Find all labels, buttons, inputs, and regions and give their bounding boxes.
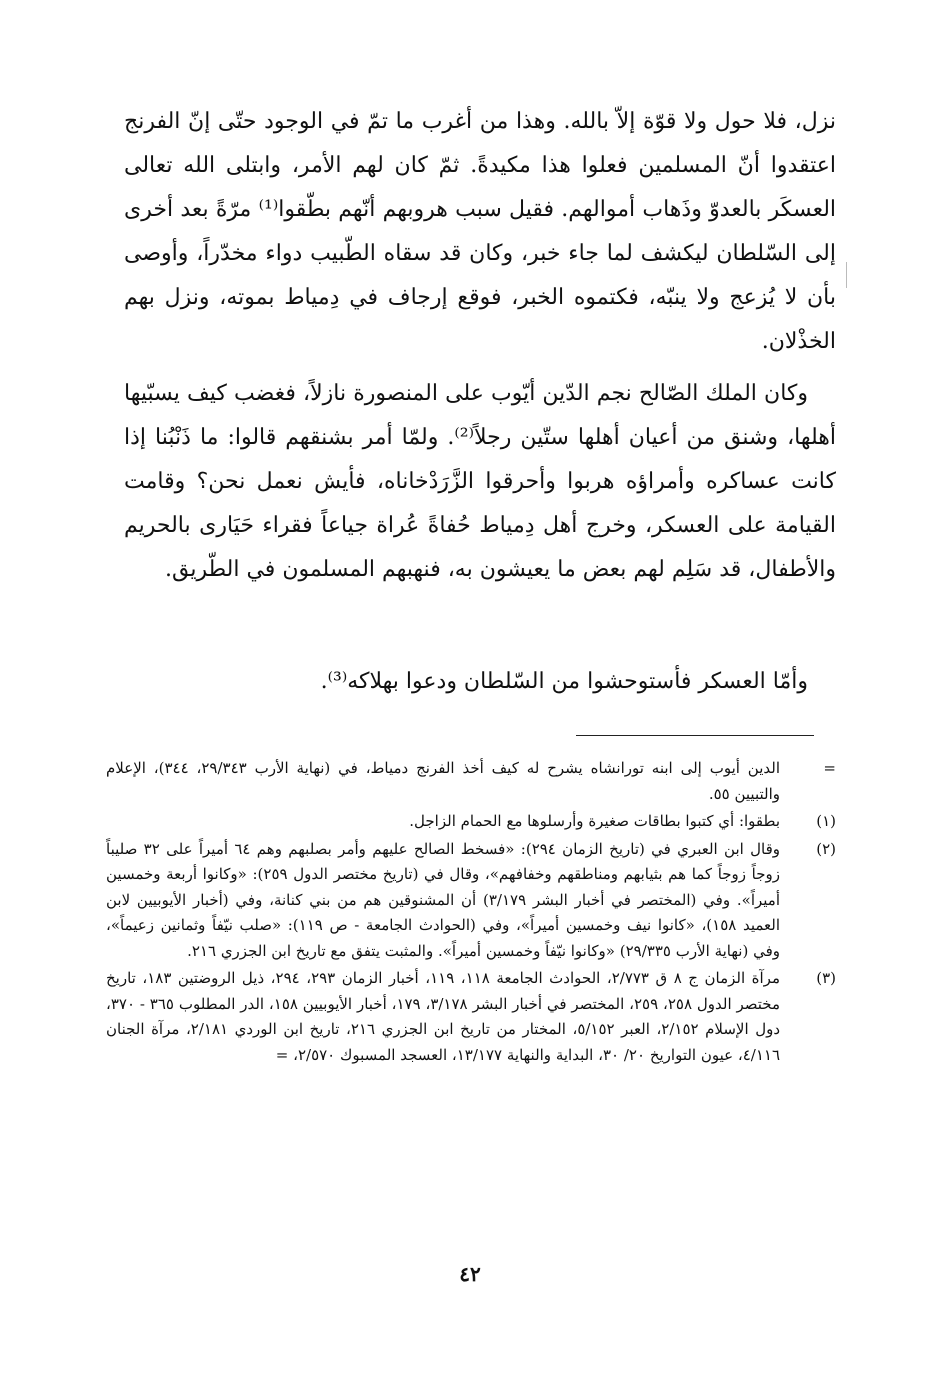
body-paragraph-1 (124, 100, 836, 364)
paragraph-2-text: وكان الملك الصّالح نجم الدّين أيّوب على المنصورة نازلاً، فغضب كيف يسبّيها أهلها، وشنق من أعيان أهلها ستّين رجلاً⁽²⁾. ولمّا أمر بشنقهم قالوا: ما ذَنْبُنا إذا كانت عساكره وأمراؤه هربوا وأحرقوا الزَّرَدْخاناه، فأيش نعمل نحن؟ وقامت القيامة على العسكر، وخرج أهل دِمياط حُفاةً عُراة جياعاً فقراء حَيَارى بالحريم والأطفال، قد سَلِم لهم بعض ما يعيشون به، فنهبهم المسلمون في الطّريق. (124, 381, 837, 582)
footnote-1 (106, 809, 836, 835)
footnote-text: بطقوا: أي كتبوا بطاقات صغيرة وأرسلوها مع الحمام الزاجل. (409, 812, 780, 830)
paragraph-3-text: وأمّا العسكر فأستوحشوا من السّلطان ودعوا بهلاكه⁽³⁾. (320, 669, 808, 694)
footnote-text: الدين أيوب إلى ابنه تورانشاه يشرح له كيف أخذ الفرنج دمياط، في (نهاية الأرب ٢٩/٣٤٣، ٣٤٤)، الإعلام والتبيين ٥٥. (106, 759, 780, 803)
footnote-3 (106, 966, 836, 1068)
page-number: ٤٢ (459, 1262, 481, 1286)
margin-mark (846, 262, 849, 288)
body-paragraph-2 (124, 372, 836, 592)
footnote-marker: = (823, 759, 836, 777)
footnote-separator (576, 735, 814, 736)
footnote-marker: (١) (816, 812, 836, 830)
footnote-continued (106, 756, 836, 807)
footnote-text: مرآة الزمان ج ٨ ق ٢/٧٧٣، الحوادث الجامعة ١١٨، ١١٩، أخبار الزمان ٢٩٣، ٢٩٤، ذيل الروضتين ١٨٣، تاريخ مختصر الدول ٢٥٨، ٢٥٩، المختصر في أخبار البشر ٣/١٧٨، ١٧٩، أخبار الأيوبيين ١٥٨، الدر المطلوب ٣٦٥ - ٣٧٠، دول الإسلام ٢/١٥٢، العبر ٥/١٥٢، المختار من تاريخ ابن الجزري ٢١٦، تاريخ ابن الوردي ٢/١٨١، مرآة الجنان ٤/١١٦، عيون التواريخ ٢٠/ ٣٠، البداية والنهاية ١٣/١٧٧، العسجد المسبوك ٢/٥٧٠، = (106, 969, 781, 1064)
footnotes (106, 756, 836, 1070)
footnote-text: وقال ابن العبري في (تاريخ الزمان ٢٩٤): «فسخط الصالح عليهم وأمر بصلبهم وهم ٦٤ أميراً على ٣٢ صليباً زوجاً زوجاً كما هم بثيابهم ومناطقهم وخفافهم»، وقال في (تاريخ مختصر الدول ٢٥٩): «وكانوا أربعة وخمسين أميراً». وفي (المختصر في أخبار البشر ٣/١٧٩) أن المشنوقين هم من بني كنانة، وفي (أخبار الأيوبيين لابن العميد ١٥٨)، «كانوا نيف وخمسين أميراً»، وفي (الحوادث الجامعة - ص ١١٩): «صلب نيّفاً وثمانين زعيماً»، وفي (نهاية الأرب ٢٩/٣٣٥) «وكانوا نيّفاً وخمسين أميراً». والمثبت يتفق مع تاريخ ابن الجزري ٢١٦. (106, 839, 780, 960)
paragraph-1-text: نزل، فلا حول ولا قوّة إلاّ بالله. وهذا من أغرب ما تمّ في الوجود حتّى إنّ الفرنج اعتقدوا أنّ المسلمين فعلوا هذا مكيدةً. ثمّ كان لهم الأمر، وابتلى الله تعالى العسكَر بالعدوّ وذَهاب أموالهم. فقيل سبب هروبهم أنّهم بطّقوا⁽¹⁾ مرّةً بعد أخرى إلى السّلطان ليكشف لما جاء خبر، وكان قد سقاه الطّبيب دواء مخدّراً، وأوصى بأن لا يُزعج ولا ينبّه، فكتموه الخبر، فوقع إرجاف في دِمياط بموته، ونزل بهم الخذْلان. (124, 109, 837, 354)
footnote-2 (106, 837, 836, 965)
footnote-marker: (٣) (816, 969, 836, 987)
body-paragraph-3 (124, 660, 836, 704)
footnote-marker: (٢) (816, 839, 836, 858)
